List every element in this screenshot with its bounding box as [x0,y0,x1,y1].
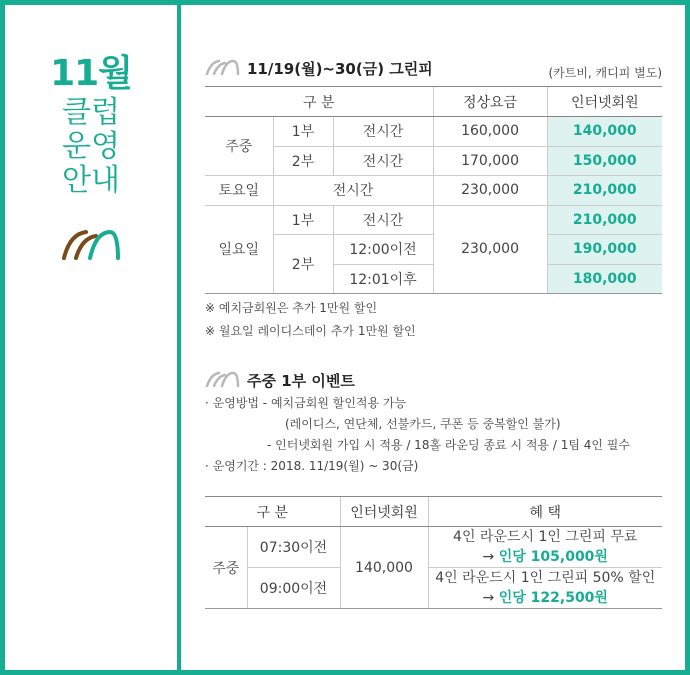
vertical-divider [177,0,181,675]
weekday-label: 주중 [205,117,273,176]
table-row [205,205,662,235]
event-line: · 운영방법 - 예치금회원 할인적용 가능 [205,396,407,410]
regular-price: 160,000 [433,117,547,147]
time-cell: 07:30이전 [247,527,340,568]
header-category: 구 분 [205,497,340,527]
regular-price: 170,000 [433,146,547,176]
benefit-price: 인당 105,000원 [498,549,608,565]
header-member: 인터넷회원 [340,497,428,527]
event-description [205,393,662,477]
regular-price: 230,000 [433,176,547,206]
member-price: 190,000 [547,235,662,265]
member-price: 210,000 [547,205,662,235]
green-fee-title: 11/19(월)~30(금) 그린피 [247,60,433,78]
saturday-label: 토요일 [205,176,273,206]
benefit-result [429,588,663,608]
header-category: 구 분 [205,87,433,117]
event-line: (레이디스, 연단체, 선불카드, 쿠폰 등 중복할인 불가) [285,417,561,431]
event-title: 주중 1부 이벤트 [247,372,355,390]
table-row [205,527,662,568]
footnote: ※ 월요일 레이디스데이 추가 1만원 할인 [205,324,416,338]
part-cell: 2부 [273,146,333,176]
member-price: 180,000 [547,264,662,294]
green-fee-note: (카트비, 캐디피 별도) [548,66,662,80]
arrow: → [482,590,499,606]
time-cell: 12:01이후 [333,264,433,294]
benefit-text: 4인 라운드시 1인 그린피 50% 할인 [435,570,656,586]
section-arc-icon [205,371,241,391]
time-cell: 전시간 [333,117,433,147]
time-cell: 전시간 [333,146,433,176]
time-cell: 전시간 [333,205,433,235]
table-row [205,568,662,609]
member-price: 210,000 [547,176,662,206]
time-cell: 전시간 [273,176,433,206]
arrow: → [482,549,499,565]
event-title-row [205,370,355,391]
table-row [205,117,662,147]
member-price: 150,000 [547,146,662,176]
footnotes [205,297,416,343]
section-arc-icon [205,59,241,79]
arc-logo-icon [5,228,177,264]
event-line: · 운영기간 : 2018. 11/19(월) ~ 30(금) [205,459,419,473]
benefit-price: 인당 122,500원 [498,590,608,606]
regular-price: 230,000 [433,205,547,294]
benefit-result [429,547,663,567]
sidebar [5,52,177,264]
event-category: 주중 [205,527,247,609]
time-cell: 12:00이전 [333,235,433,265]
part-cell: 1부 [273,205,333,235]
benefit-cell [428,568,662,609]
part-cell: 1부 [273,117,333,147]
time-cell: 09:00이전 [247,568,340,609]
header-regular: 정상요금 [433,87,547,117]
sunday-label: 일요일 [205,205,273,294]
footnote: ※ 예치금회원은 추가 1만원 할인 [205,301,378,315]
part-cell: 2부 [273,235,333,294]
event-price: 140,000 [340,527,428,609]
green-fee-table [205,86,662,294]
benefit-text: 4인 라운드시 1인 그린피 무료 [453,529,638,545]
sidebar-line-2: 운영 [62,129,120,164]
header-member: 인터넷회원 [547,87,662,117]
sidebar-line-1: 클럽 [62,95,120,130]
event-table [205,496,662,609]
event-line: - 인터넷회원 가입 시 적용 / 18홀 라운딩 종료 시 적용 / 1팀 4인 필수 [267,438,630,452]
member-price: 140,000 [547,117,662,147]
sidebar-line-3: 안내 [62,163,120,198]
green-fee-title-row [205,58,433,79]
header-benefit: 혜 택 [428,497,662,527]
table-row [205,146,662,176]
sidebar-month: 11월 [50,53,132,94]
benefit-cell [428,527,662,568]
table-row [205,176,662,206]
